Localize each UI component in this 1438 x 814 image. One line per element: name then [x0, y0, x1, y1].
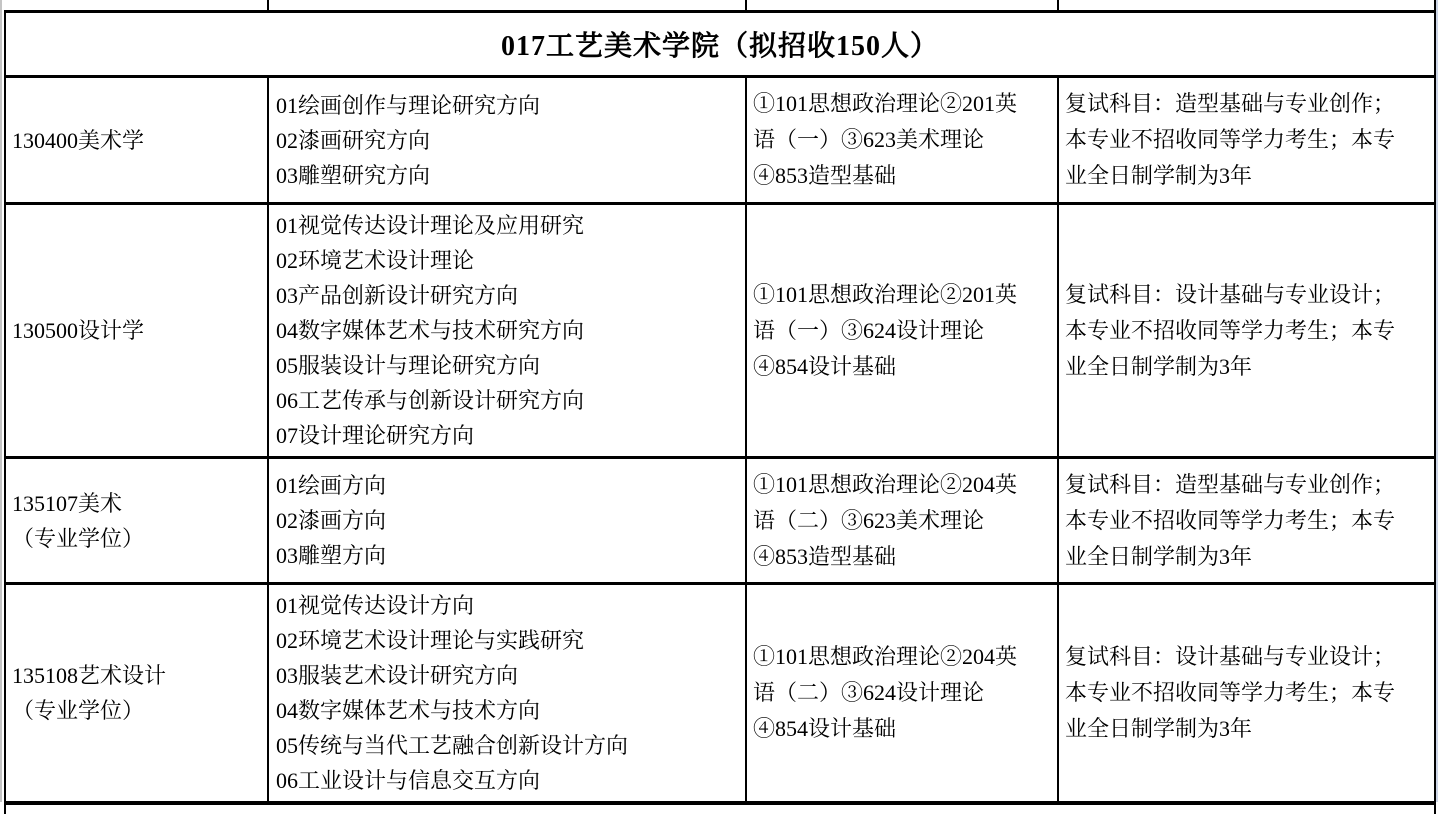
- direction-line: 03产品创新设计研究方向: [276, 283, 519, 308]
- directions-cell: [268, 204, 746, 458]
- direction-line: 07设计理论研究方向: [276, 423, 475, 448]
- direction-line: 02漆画研究方向: [276, 127, 431, 153]
- previous-row-remnant: [5, 0, 1435, 12]
- direction-line: 01视觉传达设计方向: [276, 593, 475, 618]
- remarks-cell: 复试科目：设计基础与专业设计；本专业不招收同等学力考生；本专业全日制学制为3年: [1058, 204, 1435, 458]
- program-row: [5, 77, 1435, 204]
- program-row: [5, 584, 1435, 804]
- section-header-body: [5, 12, 1435, 77]
- program-code-line: （专业学位）: [12, 698, 145, 723]
- program-row: [5, 204, 1435, 458]
- exam-subjects-cell: ①101思想政治理论②201英语（一）③623美术理论④853造型基础: [746, 77, 1058, 204]
- direction-line: 01绘画方向: [276, 473, 387, 498]
- admissions-table: [4, 0, 1436, 814]
- direction-line: 06工业设计与信息交互方向: [276, 768, 541, 793]
- exam-subjects-cell: ①101思想政治理论②204英语（二）③623美术理论④853造型基础: [746, 458, 1058, 584]
- section-header-row: [5, 12, 1435, 77]
- remnant-row: [5, 0, 1435, 12]
- remarks-cell: 复试科目：造型基础与专业创作；本专业不招收同等学力考生；本专业全日制学制为3年: [1058, 458, 1435, 584]
- direction-line: 01视觉传达设计理论及应用研究: [276, 213, 585, 238]
- next-row-remnant: [5, 803, 1435, 814]
- direction-line: 02漆画方向: [276, 508, 387, 533]
- directions-cell: [268, 77, 746, 204]
- program-code-line: 135108艺术设计: [12, 663, 167, 688]
- program-rows: [5, 77, 1435, 804]
- direction-line: 05传统与当代工艺融合创新设计方向: [276, 733, 629, 758]
- direction-line: 01绘画创作与理论研究方向: [276, 92, 541, 118]
- remnant-cell: [5, 803, 1435, 814]
- remnant-row: [5, 803, 1435, 814]
- direction-line: 05服装设计与理论研究方向: [276, 353, 541, 378]
- remnant-cell: [1058, 0, 1435, 12]
- direction-line: 03服装艺术设计研究方向: [276, 663, 519, 688]
- direction-line: 02环境艺术设计理论与实践研究: [276, 628, 585, 653]
- remnant-cell: [5, 0, 268, 12]
- remnant-cell: [746, 0, 1058, 12]
- page-left-edge-line: [0, 0, 2, 802]
- program-code-line: （专业学位）: [12, 525, 145, 551]
- program-cell: [5, 77, 268, 204]
- exam-subjects-cell: ①101思想政治理论②204英语（二）③624设计理论④854设计基础: [746, 584, 1058, 804]
- direction-line: 03雕塑方向: [276, 543, 387, 568]
- program-cell: [5, 458, 268, 584]
- program-cell: [5, 204, 268, 458]
- directions-cell: [268, 458, 746, 584]
- exam-subjects-cell: ①101思想政治理论②201英语（一）③624设计理论④854设计基础: [746, 204, 1058, 458]
- program-code-line: 130500设计学: [12, 318, 145, 343]
- program-row: [5, 458, 1435, 584]
- direction-line: 02环境艺术设计理论: [276, 248, 475, 273]
- program-code-line: 130400美术学: [12, 127, 145, 153]
- remarks-cell: 复试科目：设计基础与专业设计；本专业不招收同等学力考生；本专业全日制学制为3年: [1058, 584, 1435, 804]
- program-code-line: 135107美术: [12, 490, 123, 516]
- direction-line: 04数字媒体艺术与技术研究方向: [276, 318, 585, 343]
- program-cell: [5, 584, 268, 804]
- direction-line: 03雕塑研究方向: [276, 162, 431, 188]
- directions-cell: [268, 584, 746, 804]
- remnant-cell: [268, 0, 746, 12]
- direction-line: 06工艺传承与创新设计研究方向: [276, 388, 585, 413]
- direction-line: 04数字媒体艺术与技术方向: [276, 698, 541, 723]
- remarks-cell: 复试科目：造型基础与专业创作；本专业不招收同等学力考生；本专业全日制学制为3年: [1058, 77, 1435, 204]
- section-header-title: 017工艺美术学院（拟招收150人）: [5, 12, 1435, 77]
